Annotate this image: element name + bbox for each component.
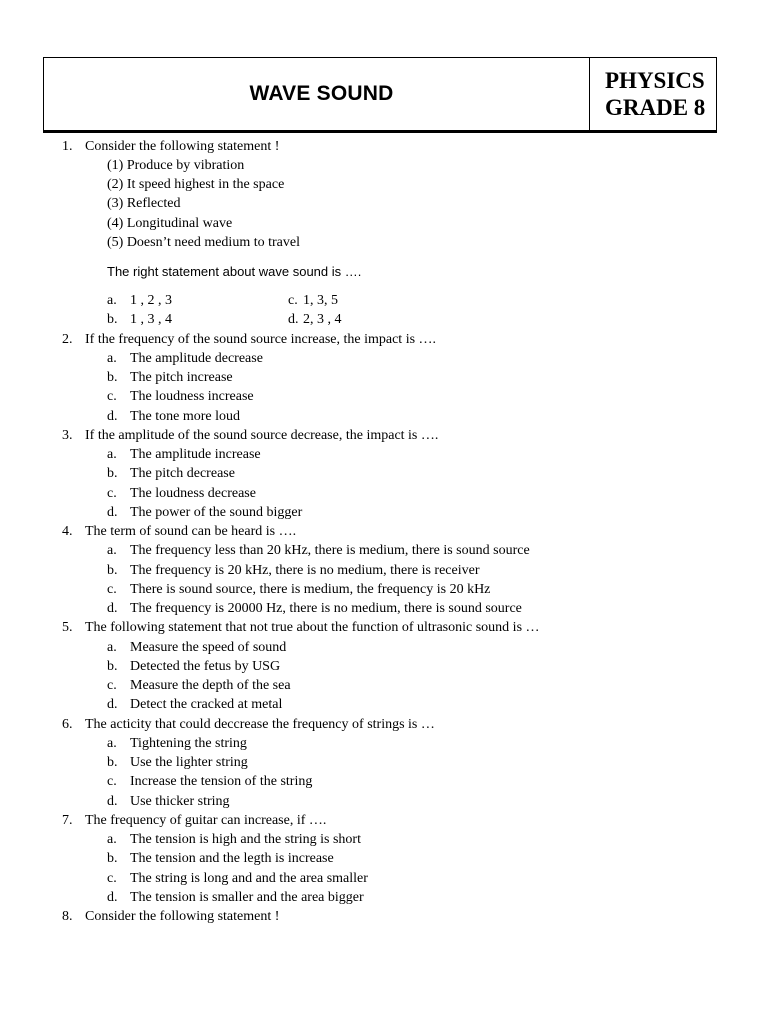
option-text: The power of the sound bigger xyxy=(130,505,303,520)
option-text: The amplitude decrease xyxy=(130,351,263,366)
option-letter: d. xyxy=(107,890,118,905)
option-text: 2, 3 , 4 xyxy=(303,312,342,327)
option-letter: b. xyxy=(107,466,118,481)
option-letter: d. xyxy=(107,697,118,712)
option-text: Use the lighter string xyxy=(130,755,248,770)
option-letter: c. xyxy=(107,871,117,886)
option-letter: d. xyxy=(107,409,118,424)
question-text: The term of sound can be heard is …. xyxy=(85,524,297,539)
statement-text: (4) Longitudinal wave xyxy=(107,216,233,231)
question-text: The acticity that could deccrease the frequency of strings is … xyxy=(85,717,435,732)
question-text: If the amplitude of the sound source decrease, the impact is …. xyxy=(85,428,439,443)
option-text: The frequency is 20 kHz, there is no medium, there is receiver xyxy=(130,563,480,578)
option-text: Tightening the string xyxy=(130,736,247,751)
option-letter: d. xyxy=(107,505,118,520)
question-text: If the frequency of the sound source increase, the impact is …. xyxy=(85,332,437,347)
option-text: The tension is high and the string is short xyxy=(130,832,361,847)
question-number: 6. xyxy=(62,717,73,732)
option-text: The pitch increase xyxy=(130,370,233,385)
option-letter: a. xyxy=(107,736,117,751)
option-text: The frequency is 20000 Hz, there is no medium, there is sound source xyxy=(130,601,522,616)
option-letter: a. xyxy=(107,447,117,462)
option-text: 1 , 2 , 3 xyxy=(130,293,172,308)
question-number: 7. xyxy=(62,813,73,828)
statement-text: (1) Produce by vibration xyxy=(107,158,245,173)
option-text: 1 , 3 , 4 xyxy=(130,312,172,327)
question-text: Consider the following statement ! xyxy=(85,909,280,924)
subject-cell xyxy=(590,58,716,130)
question-number: 4. xyxy=(62,524,73,539)
option-letter: c. xyxy=(107,486,117,501)
option-letter: b. xyxy=(107,312,118,327)
option-letter: d. xyxy=(288,312,299,327)
statement-text: (2) It speed highest in the space xyxy=(107,177,285,192)
option-text: The tension is smaller and the area bigger xyxy=(130,890,364,905)
option-text: The tone more loud xyxy=(130,409,241,424)
option-text: 1, 3, 5 xyxy=(303,293,338,308)
option-text: Detected the fetus by USG xyxy=(130,659,281,674)
question-number: 8. xyxy=(62,909,73,924)
option-text: The tension and the legth is increase xyxy=(130,851,334,866)
question-number: 1. xyxy=(62,139,73,154)
statement-text: (3) Reflected xyxy=(107,196,181,211)
option-text: The loudness decrease xyxy=(130,486,256,501)
statement-text: (5) Doesn’t need medium to travel xyxy=(107,235,300,250)
option-letter: b. xyxy=(107,659,118,674)
option-letter: a. xyxy=(107,832,117,847)
option-letter: b. xyxy=(107,851,118,866)
option-text: The pitch decrease xyxy=(130,466,235,481)
option-text: Measure the speed of sound xyxy=(130,640,287,655)
option-letter: b. xyxy=(107,755,118,770)
option-text: Detect the cracked at metal xyxy=(130,697,283,712)
option-letter: a. xyxy=(107,351,117,366)
option-letter: a. xyxy=(107,293,117,308)
option-letter: c. xyxy=(288,293,298,308)
page-title: WAVE SOUND xyxy=(249,82,394,105)
option-text: Use thicker string xyxy=(130,794,230,809)
option-letter: d. xyxy=(107,601,118,616)
option-letter: a. xyxy=(107,640,117,655)
option-letter: c. xyxy=(107,774,117,789)
option-letter: a. xyxy=(107,543,117,558)
question-number: 2. xyxy=(62,332,73,347)
grade-label: GRADE 8 xyxy=(605,95,706,120)
option-text: The string is long and and the area smaller xyxy=(130,871,368,886)
option-letter: d. xyxy=(107,794,118,809)
option-text: The amplitude increase xyxy=(130,447,261,462)
prompt-text: The right statement about wave sound is …. xyxy=(107,264,362,279)
option-text: The frequency less than 20 kHz, there is medium, there is sound source xyxy=(130,543,530,558)
option-letter: c. xyxy=(107,678,117,693)
option-letter: b. xyxy=(107,370,118,385)
question-text: Consider the following statement ! xyxy=(85,139,280,154)
option-text: Measure the depth of the sea xyxy=(130,678,291,693)
title-cell xyxy=(44,58,590,130)
option-letter: b. xyxy=(107,563,118,578)
option-text: Increase the tension of the string xyxy=(130,774,313,789)
question-text: The following statement that not true about the function of ultrasonic sound is … xyxy=(85,620,540,635)
option-text: There is sound source, there is medium, the frequency is 20 kHz xyxy=(130,582,491,597)
subject-label: PHYSICS xyxy=(605,68,705,93)
question-number: 3. xyxy=(62,428,73,443)
worksheet-header xyxy=(43,57,717,133)
option-letter: c. xyxy=(107,389,117,404)
option-letter: c. xyxy=(107,582,117,597)
question-text: The frequency of guitar can increase, if …. xyxy=(85,813,327,828)
option-text: The loudness increase xyxy=(130,389,254,404)
question-number: 5. xyxy=(62,620,73,635)
